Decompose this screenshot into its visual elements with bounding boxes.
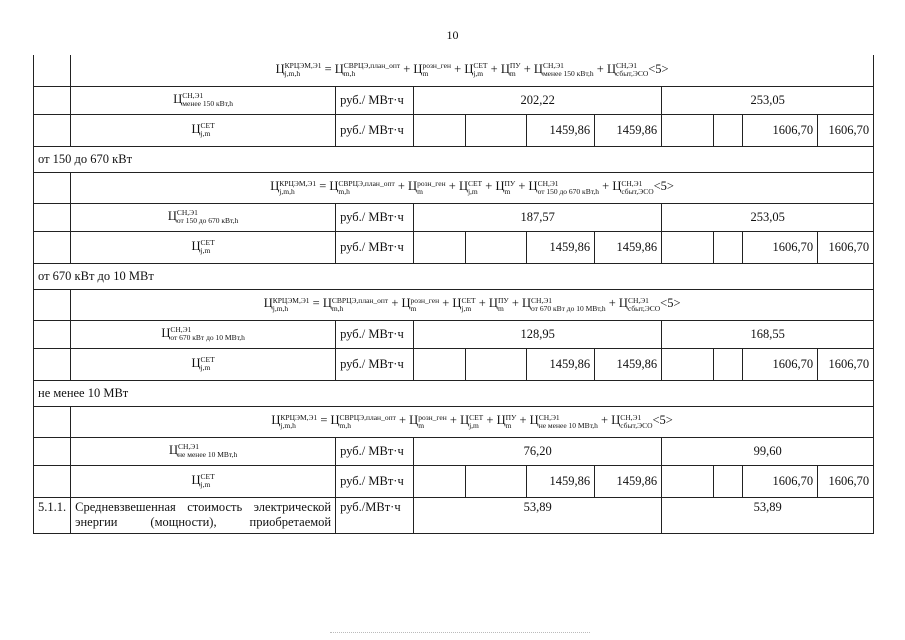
- symbol-sub: j,m,h: [284, 69, 301, 79]
- value-cell: 187,57: [414, 203, 662, 231]
- value-cell: 1606,70: [818, 114, 874, 146]
- num-cell: [34, 406, 71, 437]
- symbol-sup: СН,Э1: [538, 412, 560, 422]
- symbol-sup: СН,Э1: [621, 178, 643, 188]
- empty-cell: [714, 348, 743, 380]
- empty-cell: [662, 114, 714, 146]
- formula-cell: Ц КРЦЭМ,Э1 j,m,h = Ц СВРЦЭ,план_опт m,h + Ц розн_ген m + Ц СЕТ j,m + Ц ПУ m + Ц СН,Э1 от 150 до 670 кВт,h + Ц СН,Э1 сбыт,ЭСО <5>: [71, 172, 874, 203]
- value-cell: 1606,70: [818, 231, 874, 263]
- value-cell: 253,05: [662, 86, 874, 114]
- num-cell: [34, 114, 71, 146]
- value-cell: 1606,70: [743, 348, 818, 380]
- unit-cell: руб./ МВт·ч: [336, 203, 414, 231]
- symbol-base: Ц: [618, 296, 628, 311]
- symbol-sub: m,h: [338, 186, 350, 196]
- symbol-base: Ц: [330, 413, 340, 428]
- sn-symbol: [71, 437, 336, 465]
- symbol-base: Ц: [458, 179, 468, 194]
- value-cell: 1606,70: [818, 348, 874, 380]
- symbol-sup: СВРЦЭ,план_опт: [339, 412, 396, 422]
- symbol-sup: СН,Э1: [176, 208, 198, 218]
- symbol-base: Ц: [271, 413, 281, 428]
- symbol-base: Ц: [168, 442, 179, 457]
- section-title: от 670 кВт до 10 МВт: [34, 263, 874, 289]
- symbol-sub: j,m: [200, 363, 211, 373]
- symbol-sup: СВРЦЭ,план_опт: [338, 178, 395, 188]
- value-cell: 1606,70: [743, 465, 818, 497]
- footnote-ref: <5>: [648, 62, 669, 77]
- symbol-base: Ц: [191, 355, 201, 370]
- symbol-sup: СВРЦЭ,план_опт: [331, 295, 389, 305]
- empty-cell: [714, 231, 743, 263]
- num-cell: [34, 320, 71, 348]
- symbol-sub: j,m: [473, 69, 484, 79]
- formula-cell: Ц КРЦЭМ,Э1 j,m,h = Ц СВРЦЭ,план_опт m,h + Ц розн_ген m + Ц СЕТ j,m + Ц ПУ m + Ц СН,Э1 не менее 10 МВт,h + Ц СН,Э1 сбыт,ЭСО <5>: [71, 406, 874, 437]
- value-cell: 1459,86: [527, 231, 595, 263]
- symbol-base: Ц: [488, 296, 498, 311]
- value-cell: 1459,86: [595, 465, 662, 497]
- section-row: [34, 263, 874, 289]
- symbol-base: Ц: [191, 238, 201, 253]
- symbol-base: Ц: [529, 413, 539, 428]
- formula-cell: Ц КРЦЭМ,Э1 j,m,h = Ц СВРЦЭ,план_опт m,h + Ц розн_ген m + Ц СЕТ j,m + Ц ПУ m + Ц СН,Э1 от 670 кВт до 10 МВт,h + Ц СН,Э1 сбыт,ЭСО <5>: [71, 289, 874, 320]
- value-cell: 1459,86: [527, 348, 595, 380]
- value-cell: 128,95: [414, 320, 662, 348]
- tariff-table: [33, 55, 874, 534]
- value-cell: 1459,86: [527, 114, 595, 146]
- sn-symbol: [71, 86, 336, 114]
- symbol-sup: ПУ: [497, 295, 509, 305]
- empty-cell: [466, 348, 527, 380]
- symbol-sup: СН,Э1: [178, 442, 200, 452]
- empty-cell: [414, 231, 466, 263]
- value-cell: 1606,70: [743, 114, 818, 146]
- symbol-sup: СН,Э1: [182, 91, 204, 101]
- symbol-base: Ц: [496, 413, 506, 428]
- symbol-sup: КРЦЭМ,Э1: [272, 295, 310, 305]
- value-cell: 99,60: [662, 437, 874, 465]
- symbol-sub: от 150 до 670 кВт,h: [537, 186, 600, 196]
- num-cell: [34, 55, 71, 86]
- value-cell: 202,22: [414, 86, 662, 114]
- symbol-sub: j,m,h: [272, 303, 289, 313]
- symbol-base: Ц: [329, 179, 339, 194]
- symbol-sup: КРЦЭМ,Э1: [280, 412, 318, 422]
- page-number: 10: [446, 28, 459, 42]
- symbol-sub: менее 150 кВт,h: [542, 69, 594, 79]
- value-cell: 1606,70: [818, 465, 874, 497]
- symbol-sub: сбыт,ЭСО: [620, 420, 653, 430]
- symbol-sub: сбыт,ЭСО: [616, 69, 649, 79]
- num-cell: [34, 289, 71, 320]
- symbol-base: Ц: [409, 413, 419, 428]
- symbol-sub: сбыт,ЭСО: [627, 303, 661, 313]
- symbol-base: Ц: [606, 62, 617, 77]
- symbol-base: Ц: [522, 296, 532, 311]
- symbol-sub: j,m: [200, 246, 211, 256]
- symbol-base: Ц: [173, 91, 183, 106]
- sn-rate-row: [34, 437, 874, 465]
- value-cell: 1606,70: [743, 231, 818, 263]
- symbol-sub: j,m,h: [279, 186, 295, 196]
- symbol-sup: СЕТ: [461, 295, 476, 305]
- value-cell: 76,20: [414, 437, 662, 465]
- footnote-ref: <5>: [652, 413, 673, 428]
- unit-cell: руб./ МВт·ч: [336, 86, 414, 114]
- symbol-sub: m: [505, 420, 512, 430]
- symbol-sub: менее 150 кВт,h: [182, 99, 233, 109]
- symbol-sup: СЕТ: [467, 178, 483, 188]
- set-symbol: [71, 114, 336, 146]
- symbol-base: Ц: [495, 179, 505, 194]
- value-cell: 53,89: [414, 497, 662, 533]
- symbol-sub: m: [509, 69, 516, 79]
- symbol-sub: m,h: [331, 303, 344, 313]
- value-cell: 1459,86: [595, 231, 662, 263]
- set-rate-row: [34, 114, 874, 146]
- item-row: [34, 497, 874, 533]
- symbol-sub: сбыт,ЭСО: [621, 186, 654, 196]
- symbol-base: Ц: [408, 179, 418, 194]
- empty-cell: [466, 465, 527, 497]
- symbol-base: Ц: [500, 62, 510, 77]
- symbol-base: Ц: [464, 62, 474, 77]
- num-cell: [34, 86, 71, 114]
- num-cell: [34, 465, 71, 497]
- symbol-base: Ц: [611, 413, 621, 428]
- unit-cell: руб./ МВт·ч: [336, 437, 414, 465]
- symbol-sub: m,h: [339, 420, 352, 430]
- symbol-sub: m: [418, 420, 425, 430]
- formula-cell: Ц КРЦЭМ,Э1 j,m,h = Ц СВРЦЭ,план_опт m,h + Ц розн_ген m + Ц СЕТ j,m + Ц ПУ m + Ц СН,Э1 менее 150 кВт,h + Ц СН,Э1 сбыт,ЭСО <5>: [71, 55, 874, 86]
- scan-artifact: [330, 632, 590, 633]
- symbol-base: Ц: [275, 62, 285, 77]
- symbol-sup: КРЦЭМ,Э1: [284, 61, 322, 71]
- symbol-sup: розн_ген: [417, 178, 446, 188]
- empty-cell: [466, 231, 527, 263]
- symbol-base: Ц: [528, 179, 538, 194]
- symbol-base: Ц: [334, 62, 344, 77]
- symbol-sub: j,m: [200, 129, 211, 139]
- empty-cell: [662, 348, 714, 380]
- symbol-sup: СЕТ: [200, 121, 215, 131]
- unit-cell: руб./ МВт·ч: [336, 231, 414, 263]
- symbol-base: Ц: [161, 325, 171, 340]
- symbol-sup: розн_ген: [418, 412, 447, 422]
- unit-cell: руб./ МВт·ч: [336, 348, 414, 380]
- symbol-sub: m,h: [343, 69, 356, 79]
- symbol-sup: СН,Э1: [537, 178, 559, 188]
- unit-cell: руб./ МВт·ч: [336, 320, 414, 348]
- symbol-sup: СЕТ: [200, 238, 215, 248]
- symbol-sup: ПУ: [504, 178, 516, 188]
- section-title: от 150 до 670 кВт: [34, 146, 874, 172]
- symbol-sup: розн_ген: [410, 295, 440, 305]
- symbol-sup: СН,Э1: [620, 412, 642, 422]
- value-cell: 168,55: [662, 320, 874, 348]
- value-cell: 253,05: [662, 203, 874, 231]
- formula-row: [34, 172, 874, 203]
- empty-cell: [414, 465, 466, 497]
- symbol-sub: j,m: [200, 480, 211, 490]
- unit-cell: руб./ МВт·ч: [336, 465, 414, 497]
- symbol-sup: СЕТ: [473, 61, 488, 71]
- symbol-base: Ц: [612, 179, 622, 194]
- item-description-text: Средневзвешенная стоимость электрической энергии (мощности), приобретаемой: [75, 499, 332, 529]
- symbol-sup: СН,Э1: [170, 325, 192, 335]
- symbol-sup: СН,Э1: [627, 295, 649, 305]
- num-cell: [34, 348, 71, 380]
- symbol-base: Ц: [191, 121, 201, 136]
- set-rate-row: [34, 348, 874, 380]
- empty-cell: [714, 114, 743, 146]
- symbol-sup: СВРЦЭ,план_опт: [343, 61, 401, 71]
- num-cell: [34, 437, 71, 465]
- formula-row: [34, 406, 874, 437]
- section-title: не менее 10 МВт: [34, 380, 874, 406]
- symbol-sub: не менее 10 МВт,h: [178, 450, 238, 460]
- empty-cell: [414, 348, 466, 380]
- section-row: [34, 146, 874, 172]
- section-row: [34, 380, 874, 406]
- value-cell: 53,89: [662, 497, 874, 533]
- symbol-sup: СЕТ: [200, 472, 215, 482]
- symbol-sub: от 670 кВт до 10 МВт,h: [531, 303, 606, 313]
- symbol-sub: j,m: [461, 303, 472, 313]
- symbol-sub: m: [504, 186, 511, 196]
- empty-cell: [714, 465, 743, 497]
- symbol-sub: m: [417, 186, 423, 196]
- symbol-sup: ПУ: [505, 412, 517, 422]
- symbol-sub: j,m: [467, 186, 478, 196]
- set-rate-row: [34, 231, 874, 263]
- symbol-base: Ц: [533, 62, 543, 77]
- symbol-sub: от 150 до 670 кВт,h: [176, 216, 239, 226]
- symbol-sub: m: [497, 303, 504, 313]
- sn-symbol: [71, 203, 336, 231]
- set-symbol: [71, 465, 336, 497]
- num-cell: [34, 172, 71, 203]
- empty-cell: [662, 465, 714, 497]
- empty-cell: [466, 114, 527, 146]
- symbol-sub: j,m,h: [280, 420, 296, 430]
- symbol-base: Ц: [263, 296, 273, 311]
- formula-row: [34, 55, 874, 86]
- footnote-ref: <5>: [653, 179, 674, 194]
- unit-cell: руб./ МВт·ч: [336, 114, 414, 146]
- symbol-base: Ц: [167, 208, 177, 223]
- symbol-sup: СЕТ: [469, 412, 484, 422]
- symbol-sup: СЕТ: [200, 355, 215, 365]
- symbol-sup: СН,Э1: [616, 61, 638, 71]
- symbol-sub: не менее 10 МВт,h: [538, 420, 598, 430]
- formula-row: [34, 289, 874, 320]
- footnote-ref: <5>: [660, 296, 681, 311]
- symbol-sup: СН,Э1: [531, 295, 553, 305]
- value-cell: 1459,86: [595, 114, 662, 146]
- symbol-base: Ц: [191, 472, 201, 487]
- symbol-sub: m: [422, 69, 429, 79]
- item-number: 5.1.1.: [34, 497, 71, 533]
- symbol-sup: КРЦЭМ,Э1: [279, 178, 317, 188]
- symbol-base: Ц: [452, 296, 462, 311]
- num-cell: [34, 231, 71, 263]
- symbol-sup: СН,Э1: [542, 61, 564, 71]
- sn-rate-row: [34, 320, 874, 348]
- empty-cell: [414, 114, 466, 146]
- symbol-base: Ц: [322, 296, 332, 311]
- value-cell: 1459,86: [527, 465, 595, 497]
- empty-cell: [662, 231, 714, 263]
- symbol-base: Ц: [460, 413, 470, 428]
- sn-rate-row: [34, 203, 874, 231]
- set-symbol: [71, 348, 336, 380]
- item-description: [71, 497, 336, 533]
- symbol-base: Ц: [270, 179, 280, 194]
- value-cell: 1459,86: [595, 348, 662, 380]
- num-cell: [34, 203, 71, 231]
- symbol-sub: от 670 кВт до 10 МВт,h: [170, 333, 245, 343]
- set-rate-row: [34, 465, 874, 497]
- set-symbol: [71, 231, 336, 263]
- symbol-sup: ПУ: [509, 61, 521, 71]
- unit-cell: руб./МВт·ч: [336, 497, 414, 533]
- sn-rate-row: [34, 86, 874, 114]
- symbol-sup: розн_ген: [422, 61, 451, 71]
- symbol-base: Ц: [413, 62, 423, 77]
- symbol-base: Ц: [401, 296, 411, 311]
- symbol-sub: m: [410, 303, 417, 313]
- symbol-sub: j,m: [469, 420, 479, 430]
- sn-symbol: [71, 320, 336, 348]
